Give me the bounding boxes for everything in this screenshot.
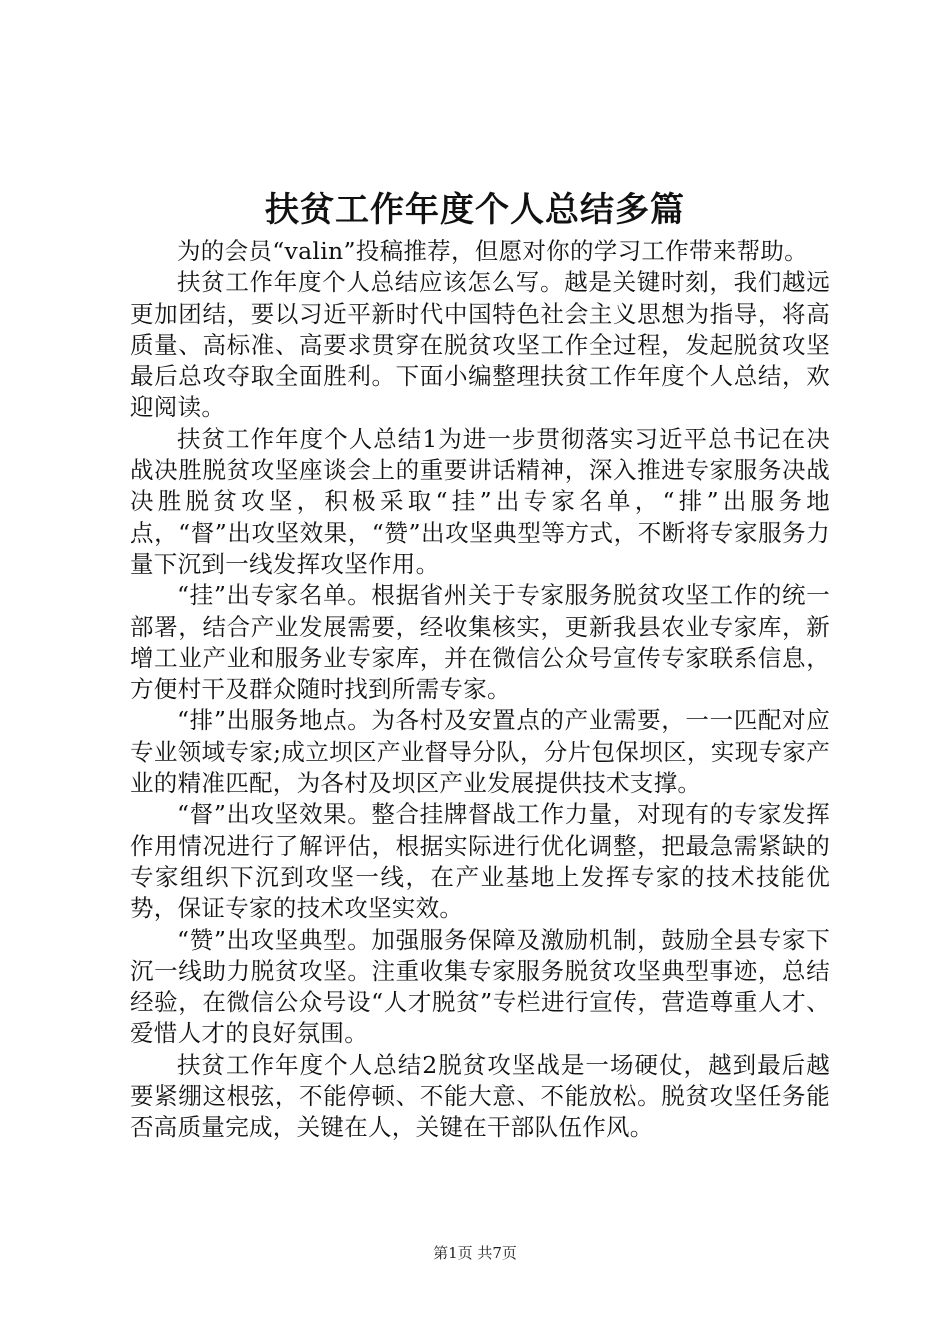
paragraph: “排”出服务地点。为各村及安置点的产业需要，一一匹配对应专业领域专家;成立坝区产业督导分队，分片包保坝区，实现专家产业的精准匹配，为各村及坝区产业发展提供技术支撑。 [130, 706, 830, 798]
page-number-footer: 第1页 共7页 [433, 1244, 517, 1262]
paragraph: “督”出攻坚效果。整合挂牌督战工作力量，对现有的专家发挥作用情况进行了解评估，根据实际进行优化调整，把最急需紧缺的专家组织下沉到攻坚一线，在产业基地上发挥专家的技术技能优势，保证专家的技术攻坚实效。 [130, 800, 830, 923]
paragraph: 为的会员“valin”投稿推荐，但愿对你的学习工作带来帮助。 [177, 237, 808, 265]
paragraph: 扶贫工作年度个人总结应该怎么写。越是关键时刻，我们越远更加团结，要以习近平新时代中国特色社会主义思想为指导，将高质量、高标准、高要求贯穿在脱贫攻坚工作全过程，发起脱贫攻坚最后总攻夺取全面胜利。下面小编整理扶贫工作年度个人总结，欢迎阅读。 [130, 268, 830, 422]
document-body [130, 236, 830, 1144]
paragraph: “赞”出攻坚典型。加强服务保障及激励机制，鼓励全县专家下沉一线助力脱贫攻坚。注重收集专家服务脱贫攻坚典型事迹，总结经验，在微信公众号设“人才脱贫”专栏进行宣传，营造尊重人才、爱惜人才的良好氛围。 [130, 925, 830, 1048]
paragraph: 扶贫工作年度个人总结2脱贫攻坚战是一场硬仗，越到最后越要紧绷这根弦，不能停顿、不能大意、不能放松。脱贫攻坚任务能否高质量完成，关键在人，关键在干部队伍作风。 [130, 1050, 830, 1142]
paragraph: 扶贫工作年度个人总结1为进一步贯彻落实习近平总书记在决战决胜脱贫攻坚座谈会上的重要讲话精神，深入推进专家服务决战决胜脱贫攻坚，积极采取“挂”出专家名单，“排”出服务地点，“督”出攻坚效果，“赞”出攻坚典型等方式，不断将专家服务力量下沉到一线发挥攻坚作用。 [130, 424, 830, 578]
document-title: 扶贫工作年度个人总结多篇 [265, 190, 685, 230]
paragraph: “挂”出专家名单。根据省州关于专家服务脱贫攻坚工作的统一部署，结合产业发展需要，经收集核实，更新我县农业专家库，新增工业产业和服务业专家库，并在微信公众号宣传专家联系信息，方便村干及群众随时找到所需专家。 [130, 581, 830, 704]
